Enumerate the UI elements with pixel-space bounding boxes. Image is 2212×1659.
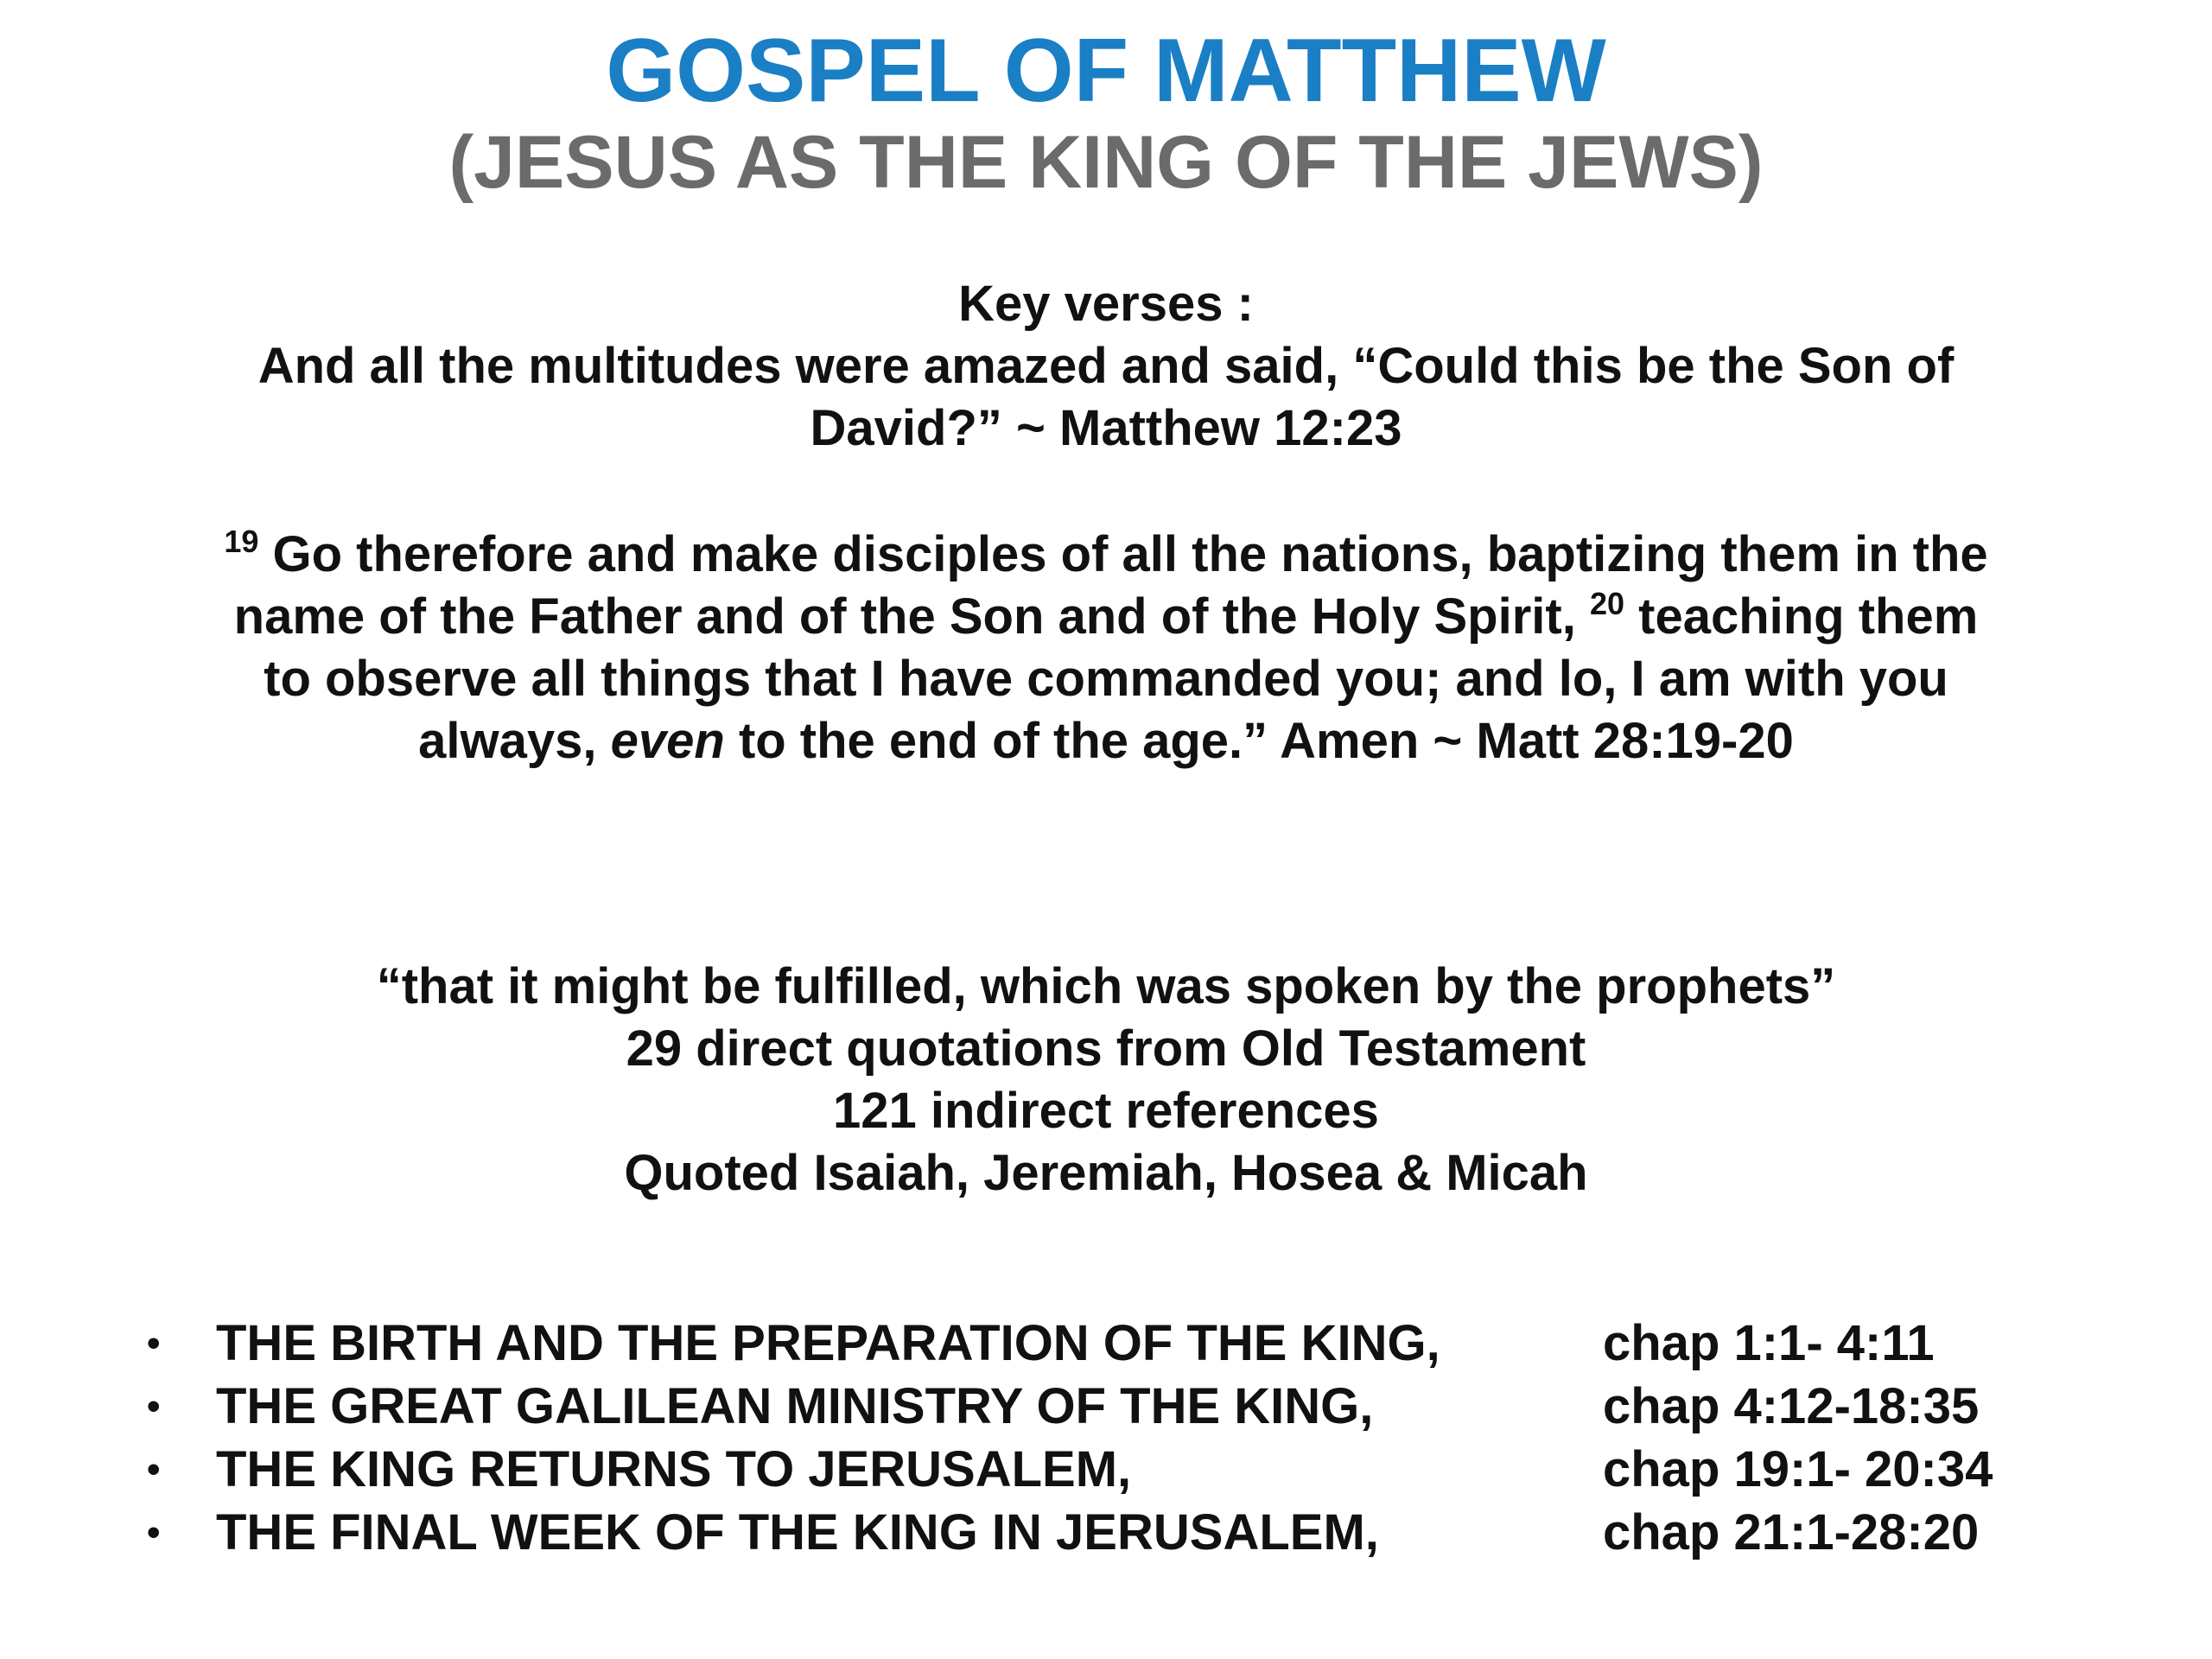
outline-item (147, 1438, 2134, 1501)
outline-item (147, 1501, 2134, 1564)
verse-line (0, 524, 2212, 586)
outline-item (147, 1375, 2134, 1438)
verse-text: always, (418, 713, 611, 769)
bullet-icon: • (147, 1511, 161, 1554)
outline-title: THE BIRTH AND THE PREPARATION OF THE KING, (216, 1315, 1440, 1371)
outline-title: THE FINAL WEEK OF THE KING IN JERUSALEM, (216, 1504, 1379, 1560)
verse-italic-word: even (610, 713, 725, 769)
great-commission-block (0, 524, 2212, 772)
outline-reference: chap 1:1- 4:11 (1603, 1315, 1935, 1371)
bullet-icon: • (147, 1322, 161, 1364)
prophecy-quote: “that it might be fulfilled, which was spoken by the prophets” (376, 958, 1836, 1014)
prophecy-stat: 29 direct quotations from Old Testament (626, 1020, 1586, 1077)
verse-line: David?” ~ Matthew 12:23 (810, 400, 1402, 456)
prophecy-stat: Quoted Isaiah, Jeremiah, Hosea & Micah (624, 1145, 1588, 1201)
verse-text: teaching them (1624, 588, 1979, 645)
prophecy-block (0, 956, 2212, 1205)
outline-item (147, 1312, 2134, 1375)
verse-line: to observe all things that I have commanded you; and lo, I am with you (264, 651, 1948, 707)
page-subtitle: (JESUS AS THE KING OF THE JEWS) (448, 121, 1764, 204)
outline-reference: chap 4:12-18:35 (1603, 1378, 1980, 1434)
outline-list (147, 1312, 2134, 1564)
outline-title: THE KING RETURNS TO JERUSALEM, (216, 1441, 1132, 1497)
verse-line (0, 710, 2212, 772)
verse-text: Go therefore and make disciples of all the nations, baptizing them in the (258, 526, 1988, 582)
verse-line: And all the multitudes were amazed and said, “Could this be the Son of (257, 338, 1955, 394)
verse-line (0, 586, 2212, 648)
verse-text: to the end of the age.” Amen ~ Matt 28:19-20 (724, 713, 1794, 769)
verse-number: 19 (224, 524, 259, 559)
prophecy-stat: 121 indirect references (833, 1083, 1379, 1139)
verse-number: 20 (1589, 586, 1625, 621)
key-verses-block (0, 273, 2212, 460)
page-title: GOSPEL OF MATTHEW (606, 21, 1606, 121)
bullet-icon: • (147, 1385, 161, 1427)
bullet-icon: • (147, 1448, 161, 1491)
outline-reference: chap 21:1-28:20 (1603, 1504, 1980, 1560)
key-verses-heading: Key verses : (958, 276, 1254, 332)
verse-text: name of the Father and of the Son and of the Holy Spirit, (233, 588, 1590, 645)
outline-title: THE GREAT GALILEAN MINISTRY OF THE KING, (216, 1378, 1374, 1434)
outline-reference: chap 19:1- 20:34 (1603, 1441, 1993, 1497)
